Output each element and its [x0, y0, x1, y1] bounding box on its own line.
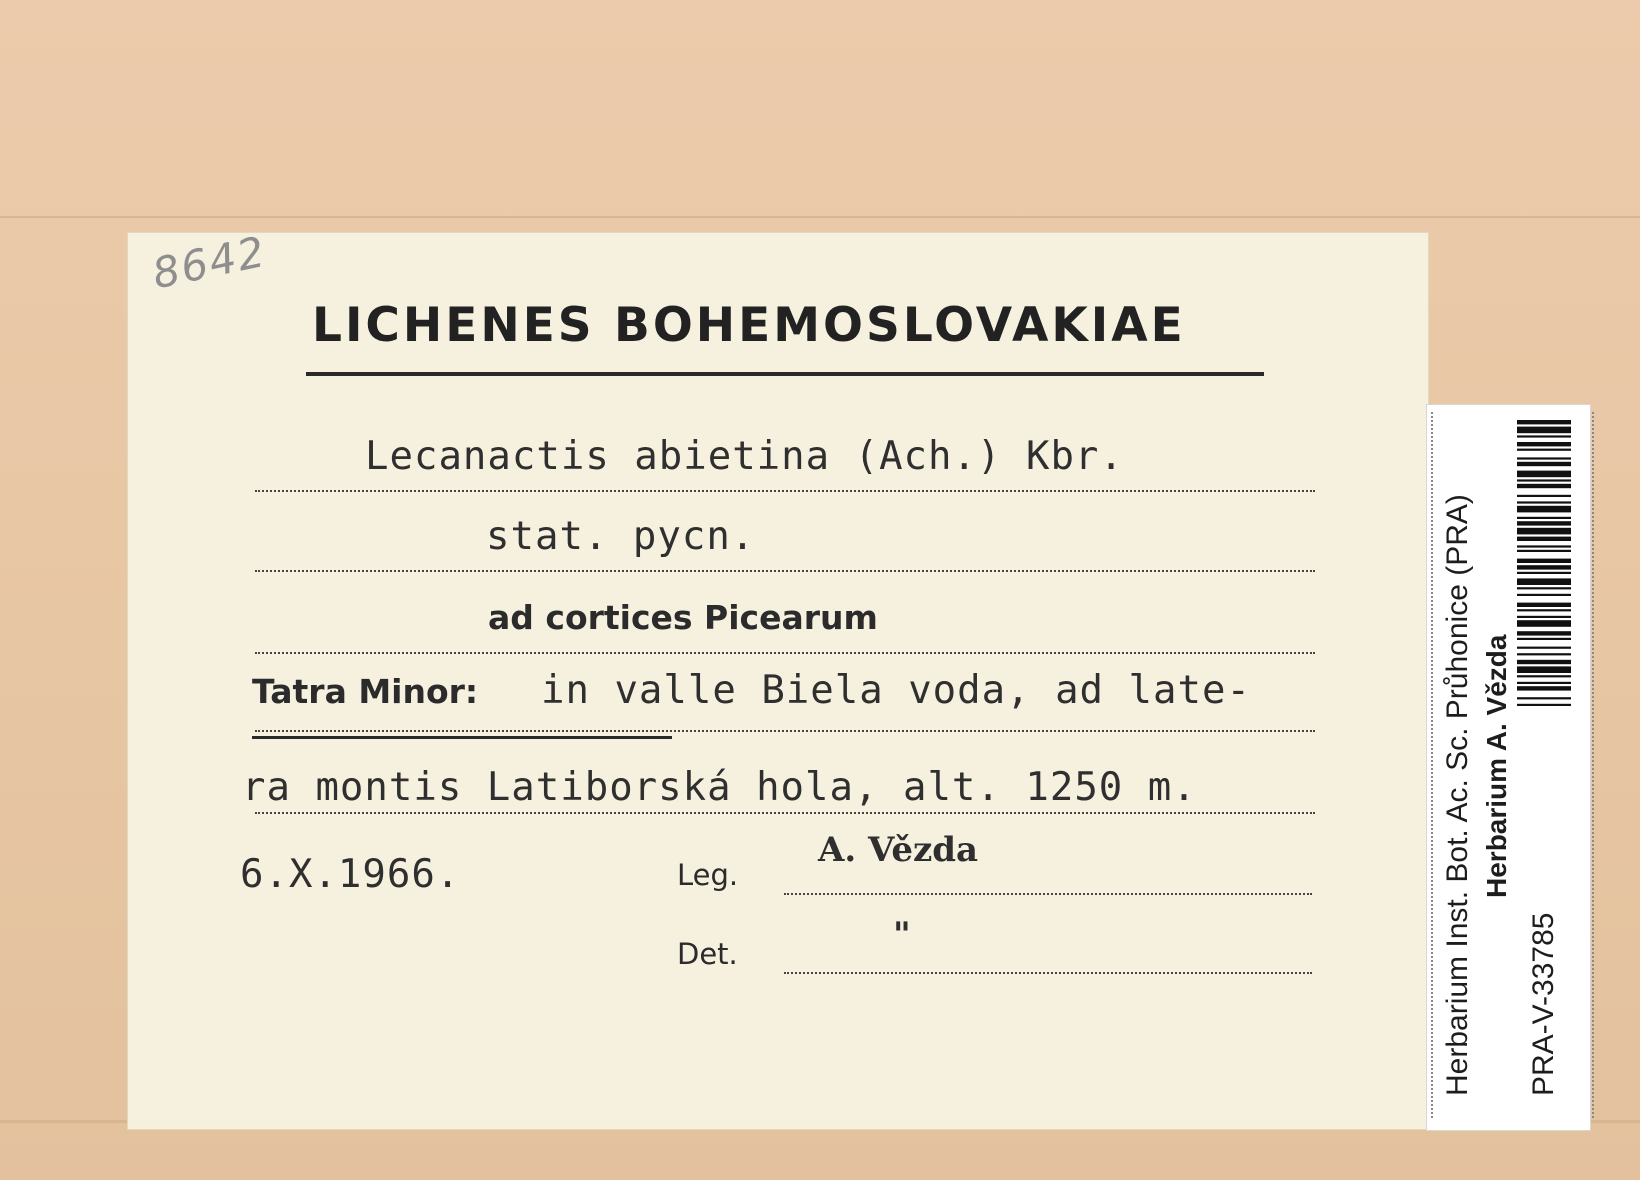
barcode-bar [1517, 462, 1571, 466]
barcode-bar [1517, 528, 1571, 535]
barcode-bar [1517, 427, 1571, 434]
leg-value: A. Vězda [818, 830, 979, 870]
locality-line-2: ra montis Latiborská hola, alt. 1250 m. [242, 765, 1197, 810]
barcode-bar [1517, 517, 1571, 519]
leg-dotted-line [784, 893, 1312, 895]
substrate-dotted-line [255, 652, 1315, 654]
barcode-bar [1517, 647, 1571, 649]
barcode-bar [1517, 609, 1571, 611]
side-label-dotted-left [1431, 412, 1433, 1118]
barcode-bar [1517, 559, 1571, 563]
barcode-bar [1517, 545, 1571, 547]
barcode-bar [1517, 631, 1571, 635]
locality-dotted-line-2 [255, 812, 1315, 814]
barcode-bar [1517, 682, 1571, 684]
barcode-bar [1517, 653, 1571, 655]
barcode-bar [1517, 506, 1571, 513]
barcode-bar [1517, 471, 1571, 478]
det-label: Det. [677, 937, 738, 971]
barcode-bar [1517, 578, 1571, 585]
herbarium-name: Herbarium A. Vězda [1481, 634, 1512, 898]
barcode-bar [1517, 660, 1571, 664]
barcode-bar [1517, 594, 1571, 596]
barcode-bar [1517, 457, 1571, 459]
handwritten-number: 8642 [148, 226, 271, 299]
det-value: " [893, 915, 911, 955]
taxon-dotted-line [255, 490, 1315, 492]
barcode-bar [1517, 686, 1571, 690]
barcode-bar [1517, 675, 1571, 677]
region: Tatra Minor: [252, 672, 479, 711]
barcode-bar [1517, 442, 1571, 446]
barcode-bar [1517, 495, 1571, 497]
herbarium-institution: Herbarium Inst. Bot. Ac. Sc. Průhonice (PRA) [1441, 494, 1474, 1096]
leg-label: Leg. [677, 858, 739, 892]
status-dotted-line [255, 570, 1315, 572]
barcode-bar [1517, 565, 1571, 569]
region-underline [252, 736, 672, 739]
locality-dotted-line-1 [255, 730, 1315, 732]
catalog-number: PRA-V-33785 [1527, 912, 1560, 1096]
substrate: ad cortices Picearum [488, 598, 878, 637]
barcode [1517, 420, 1571, 824]
barcode-bar [1517, 666, 1571, 673]
det-dotted-line [784, 972, 1312, 974]
barcode-bar [1517, 638, 1571, 640]
barcode-bar [1517, 572, 1571, 574]
barcode-bar [1517, 479, 1571, 481]
barcode-bar [1517, 484, 1571, 488]
label-title: LICHENES BOHEMOSLOVAKIAE [312, 298, 1186, 353]
taxon-status: stat. pycn. [486, 514, 756, 559]
barcode-bar [1517, 704, 1571, 706]
barcode-bar [1517, 620, 1571, 627]
barcode-bar [1517, 616, 1571, 618]
barcode-bar [1517, 521, 1571, 525]
barcode-bar [1517, 537, 1571, 541]
locality-line-1: in valle Biela voda, ad late- [541, 668, 1251, 713]
side-label-dotted-right [1592, 412, 1594, 1118]
barcode-bar [1517, 603, 1571, 607]
barcode-bar [1517, 435, 1571, 437]
barcode-bar [1517, 420, 1571, 424]
taxon-name: Lecanactis abietina (Ach.) Kbr. [365, 434, 1124, 479]
collection-date: 6.X.1966. [240, 852, 461, 897]
sheet-fold-line [0, 216, 1640, 218]
barcode-bar [1517, 587, 1571, 589]
barcode-bar [1517, 501, 1571, 503]
barcode-bar [1517, 550, 1571, 552]
barcode-bar [1517, 697, 1571, 699]
title-underline [306, 372, 1264, 376]
barcode-bar [1517, 449, 1571, 451]
